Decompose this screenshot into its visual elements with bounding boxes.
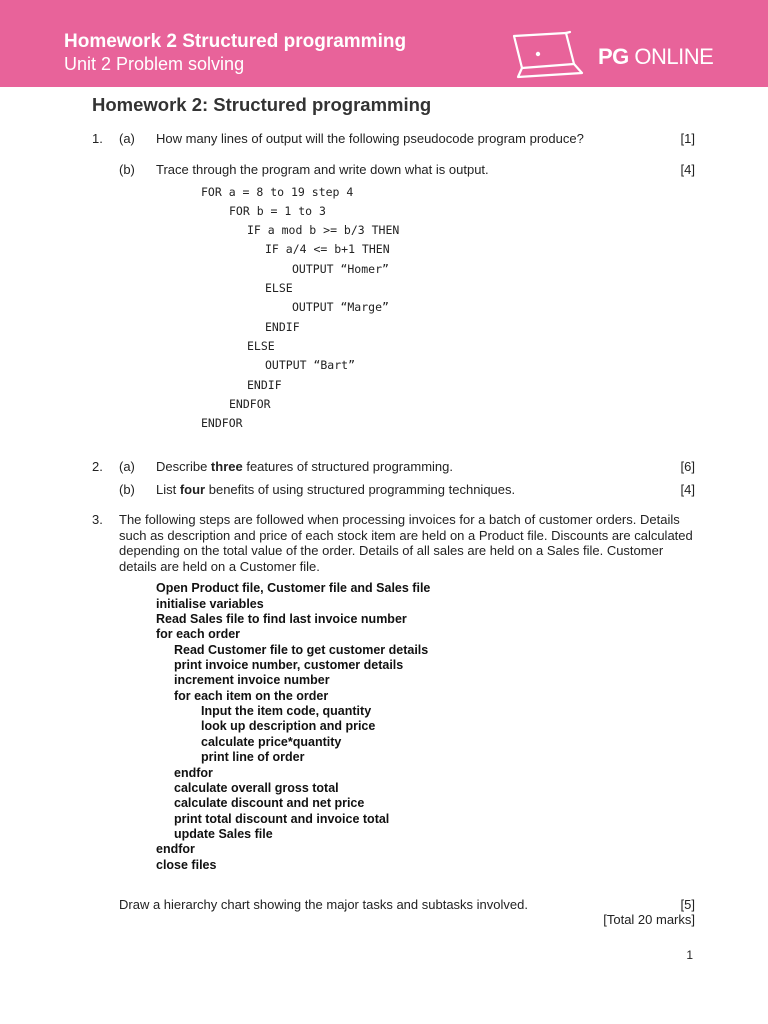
code-line: ENDIF xyxy=(247,378,282,392)
code-line: ENDIF xyxy=(265,320,300,334)
q1b-label: (b) xyxy=(119,162,135,177)
step-line: print total discount and invoice total xyxy=(174,812,390,826)
q3-task: Draw a hierarchy chart showing the major tasks and subtasks involved. xyxy=(119,897,528,912)
step-line: calculate price*quantity xyxy=(201,735,342,749)
header-subtitle: Unit 2 Problem solving xyxy=(64,54,245,74)
step-line: increment invoice number xyxy=(174,673,330,687)
code-line: ENDFOR xyxy=(201,416,243,430)
code-line: IF a mod b >= b/3 THEN xyxy=(247,223,400,237)
code-line: ELSE xyxy=(265,281,293,295)
step-line: calculate discount and net price xyxy=(174,796,365,810)
q1a-text: How many lines of output will the following pseudocode program produce? xyxy=(156,131,584,146)
step-line: endfor xyxy=(174,766,213,780)
code-line: OUTPUT “Bart” xyxy=(265,358,356,372)
q2a-text: Describe three features of structured programming. xyxy=(156,459,453,474)
step-line: update Sales file xyxy=(174,827,273,841)
q2b-label: (b) xyxy=(119,482,135,497)
q1a-marks: [1] xyxy=(680,131,695,146)
step-line: endfor xyxy=(156,842,195,856)
code-line: ELSE xyxy=(247,339,275,353)
q2a-label: (a) xyxy=(119,459,135,474)
step-line: close files xyxy=(156,858,217,872)
step-line: initialise variables xyxy=(156,597,264,611)
q1a-label: (a) xyxy=(119,131,135,146)
step-line: for each order xyxy=(156,627,241,641)
step-line: Read Sales file to find last invoice number xyxy=(156,612,407,626)
laptop-icon xyxy=(508,30,592,80)
q3-intro: The following steps are followed when processing invoices for a batch of customer orders. Details such as description and price of each stock item are held on a Product file. Discounts are calculated depending on the total value of the order. Details of all sales are held on a Sales file. Customer details are held on a Customer file. xyxy=(119,512,693,574)
step-line: Read Customer file to get customer details xyxy=(174,643,429,657)
step-line: for each item on the order xyxy=(174,689,329,703)
brand-logo: PG ONLINE xyxy=(598,44,714,69)
header-title: Homework 2 Structured programming xyxy=(64,31,407,52)
step-line: look up description and price xyxy=(201,719,376,733)
q2a-marks: [6] xyxy=(680,459,695,474)
document-title: Homework 2: Structured programming xyxy=(92,94,432,115)
code-line: OUTPUT “Homer” xyxy=(292,262,389,276)
q2-number: 2. xyxy=(92,459,103,474)
code-line: OUTPUT “Marge” xyxy=(292,300,389,314)
code-line: ENDFOR xyxy=(229,397,271,411)
code-line: FOR b = 1 to 3 xyxy=(229,204,326,218)
page-number: 1 xyxy=(686,948,693,962)
step-line: Input the item code, quantity xyxy=(201,704,372,718)
q1b-text: Trace through the program and write down what is output. xyxy=(156,162,489,177)
q1b-marks: [4] xyxy=(680,162,695,177)
step-line: print invoice number, customer details xyxy=(174,658,404,672)
header-banner xyxy=(0,0,768,87)
step-line: calculate overall gross total xyxy=(174,781,339,795)
total-marks: [Total 20 marks] xyxy=(603,912,695,927)
q2b-text: List four benefits of using structured programming techniques. xyxy=(156,482,516,497)
q1-number: 1. xyxy=(92,131,103,146)
q3-number: 3. xyxy=(92,512,103,527)
step-line: print line of order xyxy=(201,750,305,764)
code-line: IF a/4 <= b+1 THEN xyxy=(265,242,390,256)
code-line: FOR a = 8 to 19 step 4 xyxy=(201,185,354,199)
step-line: Open Product file, Customer file and Sales file xyxy=(156,581,431,595)
q2b-marks: [4] xyxy=(680,482,695,497)
q3-marks: [5] xyxy=(680,897,695,912)
